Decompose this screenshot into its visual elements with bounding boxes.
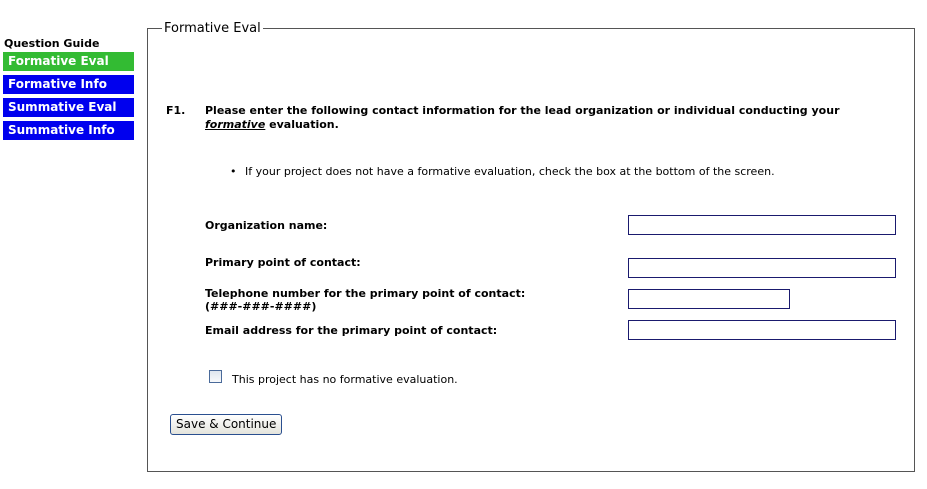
question-text	[205, 104, 895, 132]
nav-formative-info[interactable]: Formative Info	[3, 75, 134, 94]
nav-summative-eval[interactable]: Summative Eval	[3, 98, 134, 117]
nav-summative-info[interactable]: Summative Info	[3, 121, 134, 140]
phone-format-hint: (###-###-####)	[205, 300, 317, 313]
email-label: Email address for the primary point of contact:	[205, 324, 498, 337]
section-legend: Formative Eval	[164, 21, 261, 36]
nav-formative-eval[interactable]: Formative Eval	[3, 52, 134, 71]
question-text-start: Please enter the following contact information for the lead organization or individual conducting your	[205, 104, 840, 117]
no-formative-eval-label: This project has no formative evaluation.	[232, 373, 458, 386]
contact-input[interactable]	[628, 258, 896, 278]
question-text-end: evaluation.	[265, 118, 339, 131]
instruction-text: If your project does not have a formative evaluation, check the box at the bottom of the screen.	[245, 165, 775, 178]
phone-label	[205, 287, 525, 313]
phone-label-text: Telephone number for the primary point of contact:	[205, 287, 526, 300]
sidebar-heading: Question Guide	[4, 37, 100, 50]
phone-input[interactable]	[628, 289, 790, 309]
contact-label: Primary point of contact:	[205, 256, 361, 269]
instruction-bullet	[230, 165, 775, 179]
save-continue-button[interactable]: Save & Continue	[170, 414, 282, 435]
form-panel	[147, 28, 915, 472]
question-emphasis: formative	[205, 118, 266, 131]
email-input[interactable]	[628, 320, 896, 340]
organization-label: Organization name:	[205, 219, 328, 232]
organization-input[interactable]	[628, 215, 896, 235]
no-formative-eval-checkbox[interactable]	[209, 370, 222, 383]
question-number: F1.	[166, 104, 186, 117]
question-guide-sidebar	[3, 37, 134, 144]
bullet-dot-icon: •	[230, 165, 237, 178]
